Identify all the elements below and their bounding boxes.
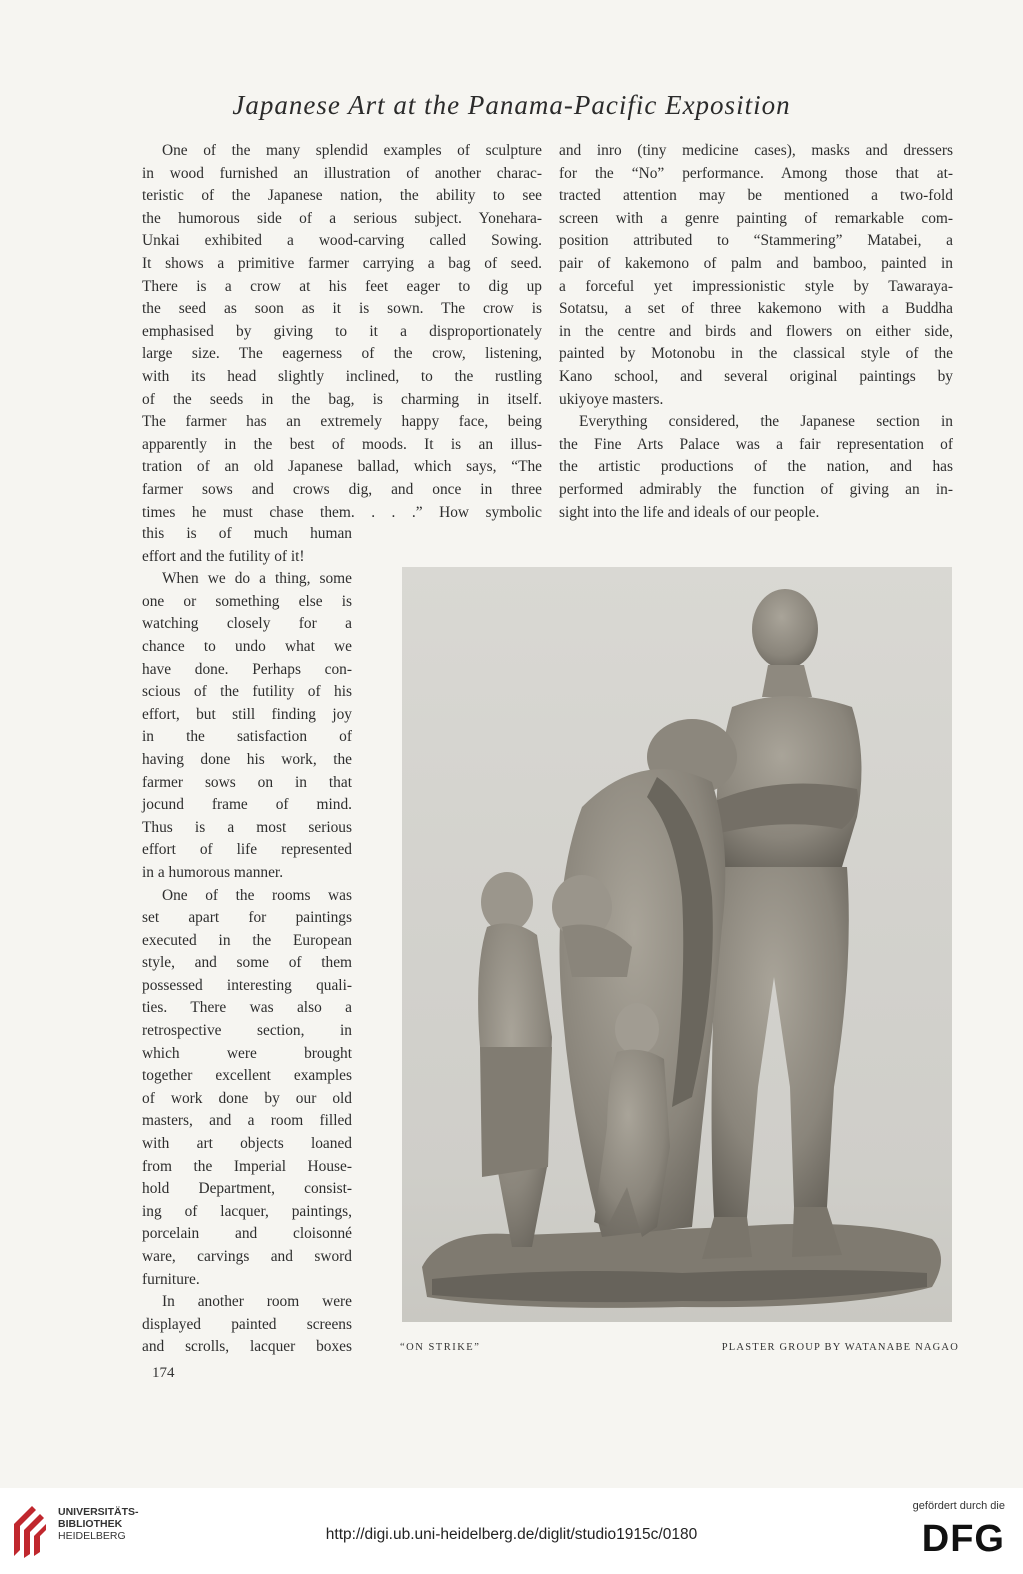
library-line-2: BIBLIOTHEK — [58, 1518, 123, 1530]
text-line: possessed interesting quali- — [142, 976, 352, 994]
text-line: performed admirably the function of giving an in- — [559, 480, 953, 498]
text-line: have done. Perhaps con- — [142, 660, 352, 678]
text-line: the seed as soon as it is sown. The crow is — [142, 300, 542, 318]
text-line: In another room were — [162, 1293, 352, 1311]
text-line: One of the rooms was — [162, 886, 352, 904]
left-column-narrow — [142, 523, 352, 1359]
text-line: of work done by our old — [142, 1089, 352, 1107]
text-line: having done his work, the — [142, 750, 352, 768]
text-line: The farmer has an extremely happy face, being — [142, 413, 542, 431]
text-line: executed in the European — [142, 931, 352, 949]
sculpture-illustration — [402, 567, 952, 1322]
text-line: ties. There was also a — [142, 999, 352, 1017]
text-line: chance to undo what we — [142, 637, 352, 655]
text-line: It shows a primitive farmer carrying a bag of seed. — [142, 254, 542, 272]
text-line: scious of the futility of his — [142, 683, 352, 701]
text-line: ware, carvings and sword — [142, 1248, 352, 1265]
text-line: in the satisfaction of — [142, 728, 352, 746]
text-line: jocund frame of mind. — [142, 796, 352, 814]
text-line: sight into the life and ideals of our people. — [559, 503, 820, 521]
text-line: set apart for paintings — [142, 909, 352, 927]
text-line: hold Department, consist- — [142, 1180, 352, 1198]
text-line: Everything considered, the Japanese section in — [579, 413, 953, 431]
right-column-top — [559, 140, 953, 524]
left-column-top — [142, 140, 542, 524]
text-line: ing of lacquer, paintings, — [142, 1202, 352, 1220]
text-line: apparently in the best of moods. It is an illus- — [142, 435, 542, 453]
text-line: Thus is a most serious — [142, 818, 352, 836]
text-line: farmer sows on in that — [142, 773, 352, 791]
text-line: pair of kakemono of palm and bamboo, painted in — [559, 254, 953, 272]
text-line: the artistic productions of the nation, and has — [559, 458, 953, 476]
text-line: Unkai exhibited a wood-carving called Sowing. — [142, 232, 542, 250]
text-line: When we do a thing, some — [162, 570, 352, 588]
text-line: this is of much human — [142, 525, 352, 542]
text-line: which were brought — [142, 1044, 352, 1062]
text-line: the humorous side of a serious subject. Yonehara- — [142, 209, 542, 227]
text-line: screen with a genre painting of remarkable com- — [559, 209, 953, 227]
running-head: Japanese Art at the Panama-Pacific Exposition — [232, 90, 791, 120]
text-line: times he must chase them. . . .” How symbolic — [142, 503, 542, 521]
text-line: effort of life represented — [142, 841, 352, 859]
text-line: There is a crow at his feet eager to dig up — [142, 277, 542, 295]
text-line: one or something else is — [142, 592, 352, 610]
text-line: effort, but still finding joy — [142, 705, 352, 723]
text-line: One of the many splendid examples of sculpture — [162, 142, 542, 159]
text-line: retrospective section, in — [142, 1022, 352, 1040]
text-line: watching closely for a — [142, 615, 352, 633]
page-number: 174 — [152, 1365, 175, 1381]
text-line: and inro (tiny medicine cases), masks and dressers — [559, 142, 953, 159]
text-line: in the centre and birds and flowers on either side, — [559, 322, 953, 340]
text-line: large size. The eagerness of the crow, listening, — [142, 345, 542, 363]
funded-by-label: gefördert durch die — [912, 1500, 1005, 1512]
text-line: farmer sows and crows dig, and once in three — [142, 480, 542, 498]
text-line: masters, and a room filled — [142, 1112, 352, 1130]
text-line: in wood furnished an illustration of another charac- — [142, 164, 542, 182]
text-line: emphasised by giving to it a disproportionately — [142, 322, 542, 340]
text-line: effort and the futility of it! — [142, 547, 305, 565]
text-line: and scrolls, lacquer boxes — [142, 1338, 352, 1356]
caption-title: “ON STRIKE” — [400, 1342, 481, 1353]
text-line: tration of an old Japanese ballad, which says, “The — [142, 458, 542, 476]
dfg-logo: DFG — [921, 1518, 1005, 1560]
text-line: painted by Motonobu in the classical style of the — [559, 345, 953, 363]
text-line: Sotatsu, a set of three kakemono with a Buddha — [559, 300, 953, 318]
text-line: furniture. — [142, 1270, 200, 1288]
text-line: Kano school, and several original paintings by — [559, 367, 953, 385]
text-line: teristic of the Japanese nation, the ability to see — [142, 187, 542, 205]
text-line: porcelain and cloisonné — [142, 1225, 352, 1243]
text-line: position attributed to “Stammering” Matabei, a — [559, 232, 953, 250]
digitization-footer — [0, 1488, 1023, 1574]
caption-credit: PLASTER GROUP BY WATANABE NAGAO — [721, 1342, 959, 1353]
sculpture-photo — [402, 567, 952, 1322]
library-line-3: HEIDELBERG — [58, 1530, 126, 1542]
text-line: from the Imperial House- — [142, 1157, 352, 1175]
text-line: with its head slightly inclined, to the rustling — [142, 367, 542, 385]
library-line-1: UNIVERSITÄTS- — [58, 1506, 139, 1518]
text-line: ukiyoye masters. — [559, 390, 664, 408]
text-line: style, and some of them — [142, 954, 352, 972]
text-line: a forceful yet impressionistic style by Tawaraya- — [559, 277, 953, 295]
text-line: in a humorous manner. — [142, 863, 284, 881]
text-line: of the seeds in the bag, is charming in itself. — [142, 390, 542, 408]
text-line: together excellent examples — [142, 1067, 352, 1085]
text-line: tracted attention may be mentioned a two-fold — [559, 187, 953, 205]
text-line: for the “No” performance. Among those that at- — [559, 164, 953, 182]
text-line: the Fine Arts Palace was a fair representation of — [559, 435, 953, 453]
permalink-url[interactable]: http://digi.ub.uni-heidelberg.de/diglit/studio1915c/0180 — [325, 1526, 698, 1543]
text-line: with art objects loaned — [142, 1135, 352, 1153]
text-line: displayed painted screens — [142, 1315, 352, 1333]
